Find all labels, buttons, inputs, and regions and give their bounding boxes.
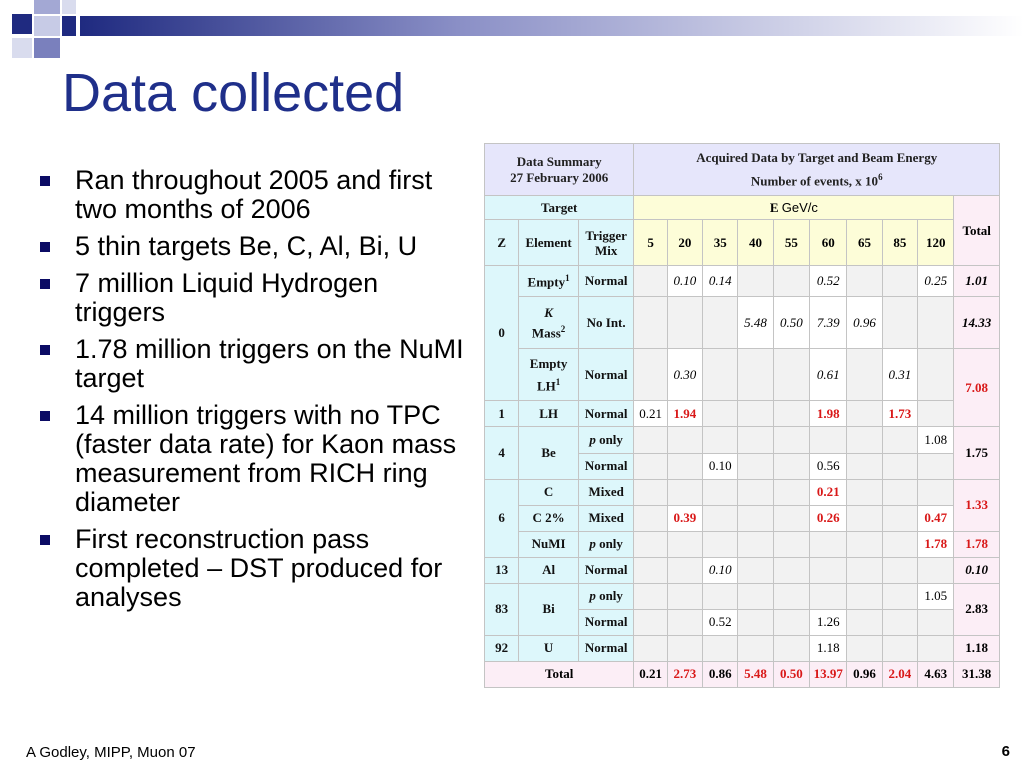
element-cell: K Mass$^2$ xyxy=(519,297,579,349)
data-summary-table xyxy=(484,143,1000,688)
total-header: Total xyxy=(954,196,1000,266)
trigger-cell: Normal xyxy=(578,453,634,479)
bullet-square-icon xyxy=(40,279,50,289)
trigger-column-header: Trigger Mix xyxy=(578,220,634,266)
element-cell: C 2% xyxy=(519,505,579,531)
trigger-cell: Normal xyxy=(578,635,634,661)
trigger-cell: Normal xyxy=(578,349,634,401)
bullet-item: 5 thin targets Be, C, Al, Bi, U xyxy=(38,232,468,261)
table-row: NuMI p only 1.78 1.78 xyxy=(485,531,1000,557)
z-cell: 1 xyxy=(485,401,519,427)
bullet-square-icon xyxy=(40,535,50,545)
energy-65: 65 xyxy=(847,220,882,266)
energy-header: E GeV/c xyxy=(634,196,954,220)
trigger-cell: Mixed xyxy=(578,479,634,505)
z-cell: 6 xyxy=(485,479,519,557)
element-cell: C xyxy=(519,479,579,505)
bullet-square-icon xyxy=(40,411,50,421)
row-total: 1.18 xyxy=(954,635,1000,661)
summary-header: Data Summary 27 February 2006 xyxy=(485,144,634,196)
trigger-cell: p only xyxy=(578,531,634,557)
trigger-cell: Normal xyxy=(578,266,634,297)
bullet-list xyxy=(38,166,468,620)
table-row: 13 Al Normal 0.10 0.10 xyxy=(485,557,1000,583)
row-total: 1.78 xyxy=(954,531,1000,557)
trigger-cell: No Int. xyxy=(578,297,634,349)
trigger-cell: Normal xyxy=(578,557,634,583)
bullet-item: 7 million Liquid Hydrogen triggers xyxy=(38,269,468,327)
energy-120: 120 xyxy=(918,220,954,266)
table-row: 92 U Normal 1.18 1.18 xyxy=(485,635,1000,661)
row-total: 7.08 xyxy=(954,349,1000,427)
table-row: Empty $LH^1$ Normal 0.30 0.61 0.31 7.08 xyxy=(485,349,1000,401)
element-cell: Be xyxy=(519,427,579,479)
element-cell: Al xyxy=(519,557,579,583)
bullet-item: First reconstruction pass completed – DST produced for analyses xyxy=(38,525,468,612)
grand-total: 31.38 xyxy=(954,661,1000,687)
element-column-header: Element xyxy=(519,220,579,266)
table-row: 83 Bi p only 1.05 2.83 xyxy=(485,583,1000,609)
bullet-item: 14 million triggers with no TPC (faster data rate) for Kaon mass measurement from RICH ring diameter xyxy=(38,401,468,517)
energy-35: 35 xyxy=(703,220,738,266)
energy-55: 55 xyxy=(773,220,809,266)
table-row: Normal 0.52 1.26 xyxy=(485,609,1000,635)
table-row: 0 Empty$^1$ Normal 0.10 0.14 0.52 0.25 1.01 xyxy=(485,266,1000,297)
row-total: 1.75 xyxy=(954,427,1000,479)
row-total: 14.33 xyxy=(954,297,1000,349)
table-row: 1 LH Normal 0.21 1.94 1.98 1.73 xyxy=(485,401,1000,427)
row-total: 1.01 xyxy=(954,266,1000,297)
energy-60: 60 xyxy=(810,220,847,266)
trigger-cell: Normal xyxy=(578,401,634,427)
acquired-header: Acquired Data by Target and Beam Energy Number of events, x $10^6$ xyxy=(634,144,1000,196)
target-header: Target xyxy=(485,196,634,220)
element-cell: LH xyxy=(519,401,579,427)
trigger-cell: Normal xyxy=(578,609,634,635)
energy-85: 85 xyxy=(882,220,917,266)
page-number: 6 xyxy=(1001,743,1010,760)
element-cell: Bi xyxy=(519,583,579,635)
z-cell: 0 xyxy=(485,266,519,401)
table-row: 6 C Mixed 0.21 1.33 xyxy=(485,479,1000,505)
element-cell: NuMI xyxy=(519,531,579,557)
table-row: K Mass$^2$ No Int. 5.48 0.50 7.39 0.96 14.33 xyxy=(485,297,1000,349)
row-total: 1.33 xyxy=(954,479,1000,531)
trigger-cell: p only xyxy=(578,583,634,609)
trigger-cell: Mixed xyxy=(578,505,634,531)
slide-title: Data collected xyxy=(62,63,405,123)
table-row: C 2% Mixed 0.39 0.26 0.47 xyxy=(485,505,1000,531)
bullet-square-icon xyxy=(40,242,50,252)
energy-20: 20 xyxy=(667,220,702,266)
element-cell: Empty $LH^1$ xyxy=(519,349,579,401)
element-cell: U xyxy=(519,635,579,661)
energy-5: 5 xyxy=(634,220,667,266)
data-summary-table-container xyxy=(484,143,1000,688)
bullet-square-icon xyxy=(40,176,50,186)
element-cell: Empty$^1$ xyxy=(519,266,579,297)
z-cell: 92 xyxy=(485,635,519,661)
table-row: Normal 0.10 0.56 xyxy=(485,453,1000,479)
energy-40: 40 xyxy=(738,220,773,266)
z-cell: 13 xyxy=(485,557,519,583)
bullet-square-icon xyxy=(40,345,50,355)
table-row: 4 Be p only 1.08 1.75 xyxy=(485,427,1000,453)
bullet-item: Ran throughout 2005 and first two months of 2006 xyxy=(38,166,468,224)
footer-text: A Godley, MIPP, Muon 07 xyxy=(26,744,196,761)
trigger-cell: p only xyxy=(578,427,634,453)
totals-label: Total xyxy=(485,661,634,687)
bullet-item: 1.78 million triggers on the NuMI target xyxy=(38,335,468,393)
row-total: 2.83 xyxy=(954,583,1000,635)
z-cell: 83 xyxy=(485,583,519,635)
header-rule xyxy=(80,16,1024,36)
totals-row: Total 0.21 2.73 0.86 5.48 0.50 13.97 0.96 2.04 4.63 31.38 xyxy=(485,661,1000,687)
row-total: 0.10 xyxy=(954,557,1000,583)
z-cell: 4 xyxy=(485,427,519,479)
z-column-header: Z xyxy=(485,220,519,266)
